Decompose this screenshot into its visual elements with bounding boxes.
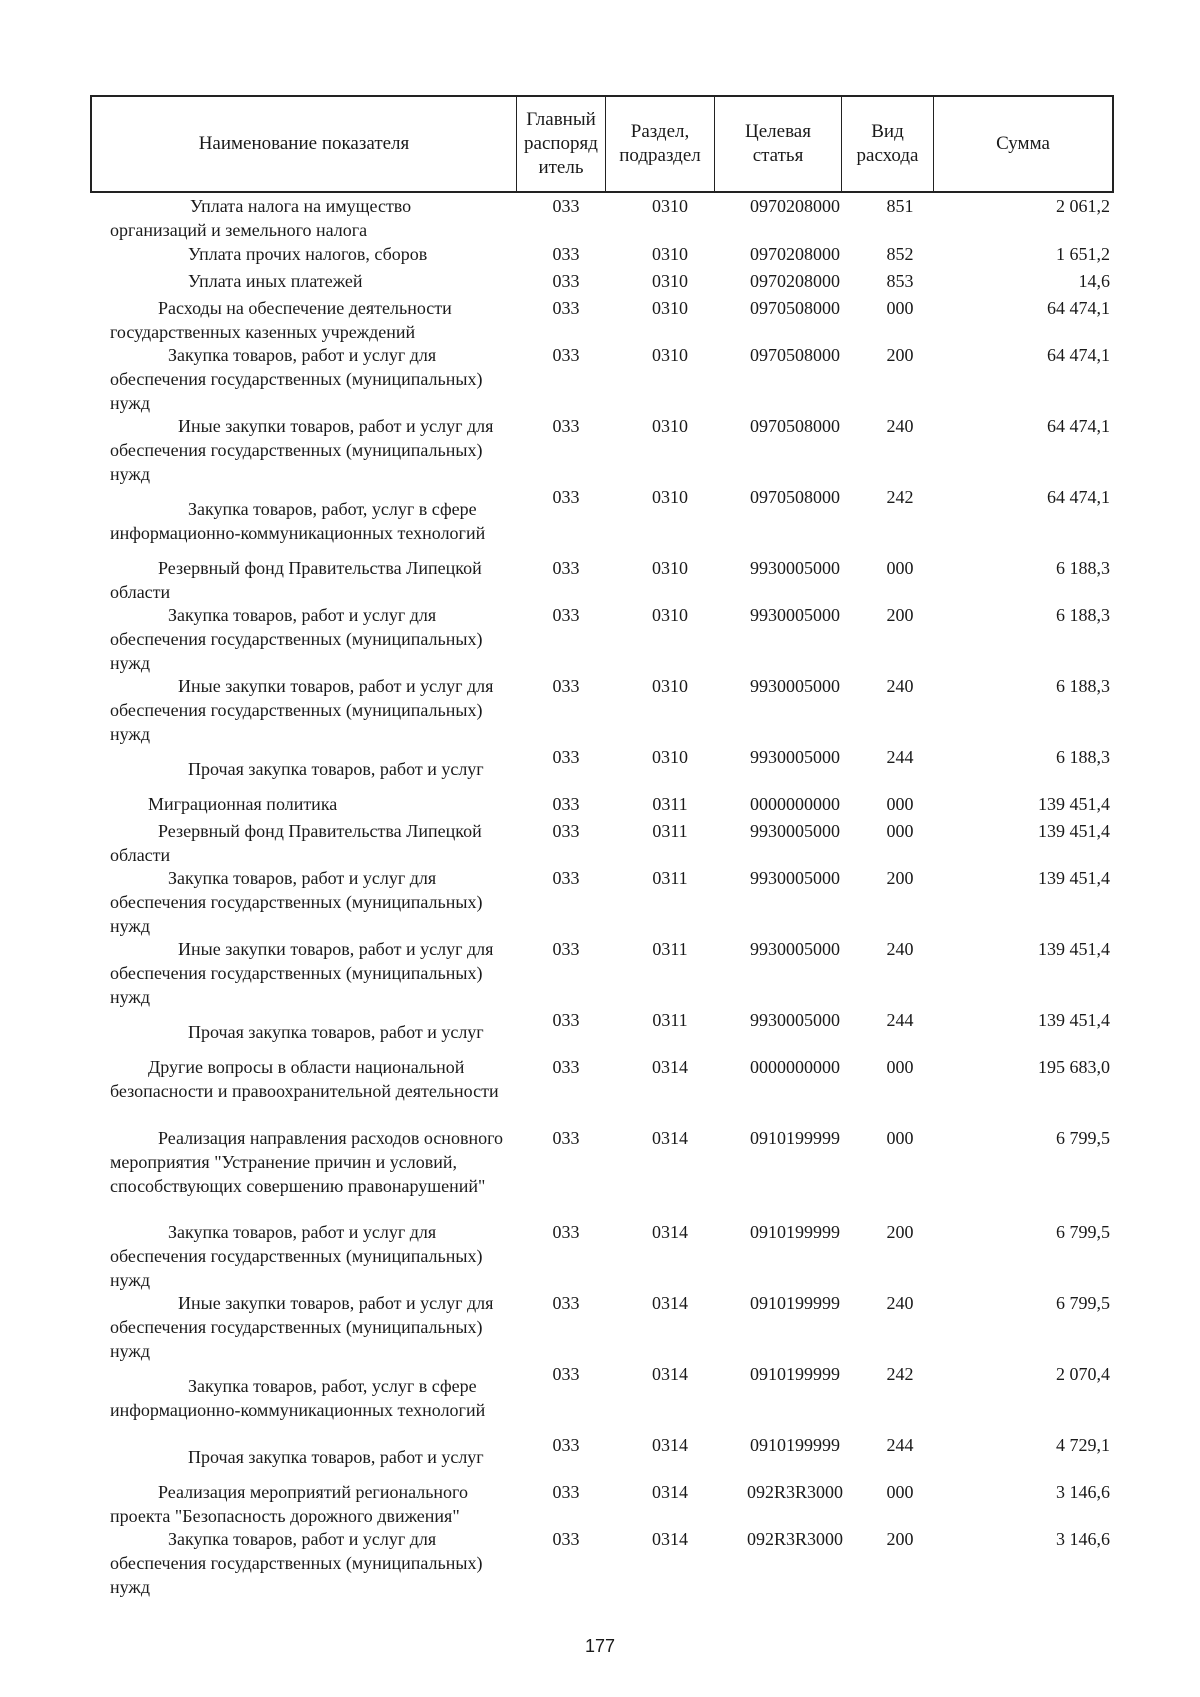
row-sum: 4 729,1: [1056, 1435, 1110, 1455]
row-kind: 240: [886, 416, 914, 436]
row-target: 9930005000: [750, 868, 840, 888]
row-target: 0970508000: [750, 416, 840, 436]
row-section: 0310: [652, 558, 688, 578]
header-section: Раздел, подраздел: [606, 97, 715, 191]
row-manager: 033: [552, 1010, 580, 1030]
row-section: 0310: [652, 416, 688, 436]
row-section: 0311: [652, 868, 688, 888]
row-manager: 033: [552, 196, 580, 216]
row-kind: 242: [886, 1364, 914, 1384]
row-sum: 195 683,0: [1038, 1057, 1110, 1077]
row-target: 0970208000: [750, 196, 840, 216]
row-sum: 6 799,5: [1056, 1293, 1110, 1313]
row-name: Закупка товаров, работ, услуг в сфере информационно-коммуникационных технологий: [110, 499, 486, 543]
row-manager: 033: [552, 416, 580, 436]
row-kind: 000: [886, 1057, 914, 1077]
row-sum: 64 474,1: [1047, 416, 1110, 436]
row-sum: 2 070,4: [1056, 1364, 1110, 1384]
row-target: 9930005000: [750, 605, 840, 625]
row-manager: 033: [552, 1128, 580, 1148]
row-target: 0910199999: [750, 1293, 840, 1313]
row-target: 0910199999: [750, 1128, 840, 1148]
row-target: 092R3R3000: [746, 1482, 843, 1502]
row-sum: 14,6: [1078, 271, 1110, 291]
row-kind: 240: [886, 1293, 914, 1313]
row-manager: 033: [552, 244, 580, 264]
row-kind: 000: [886, 1128, 914, 1148]
row-manager: 033: [552, 747, 580, 767]
row-kind: 244: [886, 747, 914, 767]
row-sum: 139 451,4: [1038, 821, 1110, 841]
row-sum: 139 451,4: [1038, 868, 1110, 888]
row-sum: 64 474,1: [1047, 345, 1110, 365]
row-kind: 200: [886, 868, 914, 888]
row-kind: 242: [886, 487, 914, 507]
row-section: 0314: [652, 1128, 688, 1148]
row-name: Иные закупки товаров, работ и услуг для обеспечения государственных (муниципальных) нужд: [110, 676, 494, 744]
row-section: 0311: [652, 794, 688, 814]
row-target: 0910199999: [750, 1222, 840, 1242]
row-target: 9930005000: [750, 747, 840, 767]
row-manager: 033: [552, 868, 580, 888]
row-kind: 000: [886, 298, 914, 318]
row-name: Прочая закупка товаров, работ и услуг: [188, 759, 484, 779]
row-manager: 033: [552, 298, 580, 318]
row-name: Расходы на обеспечение деятельности государственных казенных учреждений: [110, 298, 452, 342]
row-name: Закупка товаров, работ, услуг в сфере информационно-коммуникационных технологий: [110, 1376, 486, 1420]
row-name: Прочая закупка товаров, работ и услуг: [188, 1022, 484, 1042]
row-manager: 033: [552, 1364, 580, 1384]
row-target: 0000000000: [750, 1057, 840, 1077]
row-name: Закупка товаров, работ и услуг для обеспечения государственных (муниципальных) нужд: [110, 345, 483, 413]
row-section: 0314: [652, 1435, 688, 1455]
row-manager: 033: [552, 1435, 580, 1455]
row-section: 0310: [652, 747, 688, 767]
row-section: 0314: [652, 1293, 688, 1313]
row-sum: 64 474,1: [1047, 487, 1110, 507]
row-sum: 6 188,3: [1056, 605, 1110, 625]
row-target: 0970208000: [750, 271, 840, 291]
row-name: Резервный фонд Правительства Липецкой области: [110, 821, 482, 865]
row-name: Закупка товаров, работ и услуг для обеспечения государственных (муниципальных) нужд: [110, 605, 483, 673]
row-section: 0310: [652, 605, 688, 625]
row-target: 092R3R3000: [746, 1529, 843, 1549]
page-number: 177: [584, 1636, 616, 1656]
row-section: 0314: [652, 1222, 688, 1242]
row-sum: 6 799,5: [1056, 1222, 1110, 1242]
row-manager: 033: [552, 487, 580, 507]
row-sum: 2 061,2: [1056, 196, 1110, 216]
row-kind: 244: [886, 1010, 914, 1030]
row-manager: 033: [552, 676, 580, 696]
row-kind: 853: [886, 271, 914, 291]
row-section: 0311: [652, 821, 688, 841]
row-section: 0311: [652, 1010, 688, 1030]
row-target: 0970508000: [750, 487, 840, 507]
row-target: 9930005000: [750, 821, 840, 841]
row-section: 0314: [652, 1529, 688, 1549]
row-name: Другие вопросы в области национальной безопасности и правоохранительной деятельности: [110, 1057, 499, 1101]
row-target: 0970508000: [750, 298, 840, 318]
row-manager: 033: [552, 1293, 580, 1313]
row-sum: 139 451,4: [1038, 939, 1110, 959]
row-name: Миграционная политика: [148, 794, 338, 814]
row-section: 0310: [652, 244, 688, 264]
row-kind: 240: [886, 939, 914, 959]
row-name: Иные закупки товаров, работ и услуг для обеспечения государственных (муниципальных) нужд: [110, 939, 494, 1007]
row-sum: 6 188,3: [1056, 676, 1110, 696]
row-kind: 200: [886, 605, 914, 625]
row-name: Закупка товаров, работ и услуг для обеспечения государственных (муниципальных) нужд: [110, 1529, 483, 1597]
row-manager: 033: [552, 794, 580, 814]
row-target: 9930005000: [750, 939, 840, 959]
row-name: Иные закупки товаров, работ и услуг для обеспечения государственных (муниципальных) нужд: [110, 416, 494, 484]
row-kind: 851: [886, 196, 914, 216]
header-name: Наименование показателя: [92, 97, 517, 191]
row-section: 0310: [652, 345, 688, 365]
row-section: 0310: [652, 487, 688, 507]
header-kind: Вид расхода: [842, 97, 934, 191]
row-sum: 139 451,4: [1038, 794, 1110, 814]
row-manager: 033: [552, 1222, 580, 1242]
row-sum: 3 146,6: [1056, 1529, 1110, 1549]
row-section: 0314: [652, 1364, 688, 1384]
row-target: 0000000000: [750, 794, 840, 814]
header-sum: Сумма: [996, 133, 1050, 154]
row-section: 0310: [652, 271, 688, 291]
row-target: 0910199999: [750, 1364, 840, 1384]
row-sum: 6 799,5: [1056, 1128, 1110, 1148]
row-name: Резервный фонд Правительства Липецкой области: [110, 558, 482, 602]
row-target: 0910199999: [750, 1435, 840, 1455]
row-sum: 6 188,3: [1056, 558, 1110, 578]
row-manager: 033: [552, 1057, 580, 1077]
row-kind: 200: [886, 345, 914, 365]
row-manager: 033: [552, 939, 580, 959]
row-manager: 033: [552, 345, 580, 365]
row-target: 9930005000: [750, 676, 840, 696]
row-section: 0310: [652, 676, 688, 696]
row-kind: 000: [886, 558, 914, 578]
header-manager: Главный распоряд итель: [517, 97, 606, 191]
row-manager: 033: [552, 1482, 580, 1502]
row-section: 0311: [652, 939, 688, 959]
row-name: Уплата налога на имущество организаций и земельного налога: [110, 196, 412, 240]
row-kind: 852: [886, 244, 914, 264]
row-manager: 033: [552, 821, 580, 841]
row-section: 0310: [652, 196, 688, 216]
row-name: Реализация направления расходов основного мероприятия "Устранение причин и условий, способствующих совершению правонарушений": [110, 1128, 504, 1196]
row-target: 0970508000: [750, 345, 840, 365]
row-name: Закупка товаров, работ и услуг для обеспечения государственных (муниципальных) нужд: [110, 1222, 483, 1290]
row-kind: 244: [886, 1435, 914, 1455]
row-manager: 033: [552, 558, 580, 578]
row-manager: 033: [552, 1529, 580, 1549]
row-kind: 200: [886, 1222, 914, 1242]
row-sum: 3 146,6: [1056, 1482, 1110, 1502]
row-name: Иные закупки товаров, работ и услуг для обеспечения государственных (муниципальных) нужд: [110, 1293, 494, 1361]
row-section: 0314: [652, 1057, 688, 1077]
row-manager: 033: [552, 605, 580, 625]
row-name: Уплата прочих налогов, сборов: [188, 244, 428, 264]
header-target: Целевая статья: [715, 97, 842, 191]
row-sum: 139 451,4: [1038, 1010, 1110, 1030]
row-target: 9930005000: [750, 1010, 840, 1030]
row-kind: 000: [886, 794, 914, 814]
row-section: 0314: [652, 1482, 688, 1502]
row-target: 9930005000: [750, 558, 840, 578]
row-manager: 033: [552, 271, 580, 291]
row-name: Уплата иных платежей: [188, 271, 363, 291]
row-section: 0310: [652, 298, 688, 318]
row-sum: 6 188,3: [1056, 747, 1110, 767]
row-kind: 240: [886, 676, 914, 696]
row-sum: 64 474,1: [1047, 298, 1110, 318]
row-name: Закупка товаров, работ и услуг для обеспечения государственных (муниципальных) нужд: [110, 868, 483, 936]
row-name: Реализация мероприятий регионального проекта "Безопасность дорожного движения": [110, 1482, 468, 1526]
row-kind: 000: [886, 1482, 914, 1502]
row-name: Прочая закупка товаров, работ и услуг: [188, 1447, 484, 1467]
row-target: 0970208000: [750, 244, 840, 264]
row-kind: 200: [886, 1529, 914, 1549]
row-sum: 1 651,2: [1056, 244, 1110, 264]
row-kind: 000: [886, 821, 914, 841]
